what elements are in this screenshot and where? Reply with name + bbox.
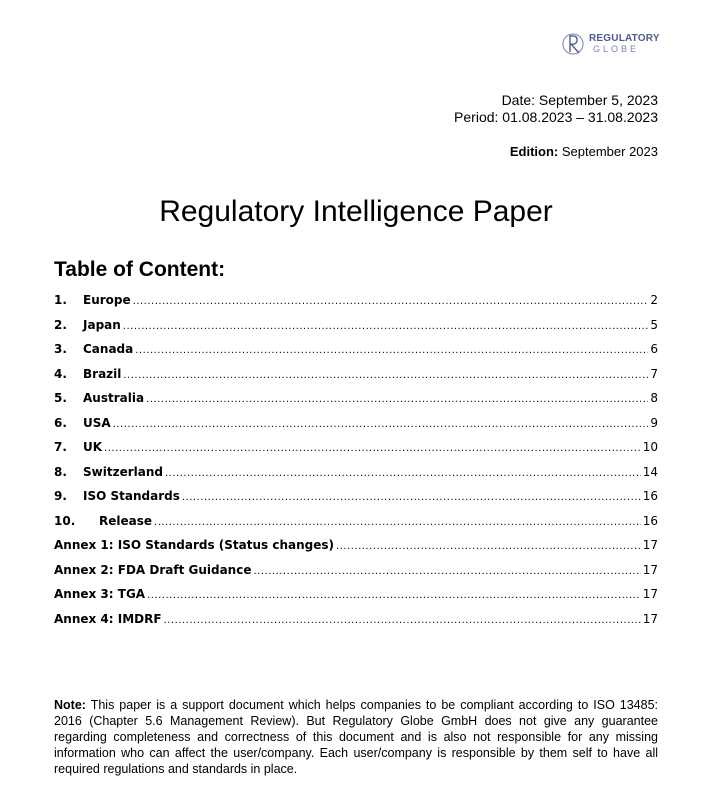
toc-entry-number: 4. [54,366,67,381]
toc-entry-page: 8 [650,391,658,406]
toc-leader-dots [123,318,649,332]
globe-logo-icon [561,30,587,58]
toc-entry-page: 2 [650,293,658,308]
toc-entry[interactable] [54,288,658,313]
toc-entry-page: 17 [642,611,658,626]
toc-entry-number: 7. [54,440,67,455]
toc-entry-label: Brazil [83,366,122,381]
toc-entry-page: 9 [650,415,658,430]
toc-leader-dots [182,489,641,503]
toc-entry-label: USA [83,415,111,430]
toc-entry-annex[interactable] [54,558,658,583]
toc-entry[interactable] [54,313,658,338]
toc-leader-dots [135,342,648,356]
document-date: Date: September 5, 2023 [501,92,658,108]
toc-entry-label: ISO Standards [83,489,180,504]
toc-entry[interactable] [54,362,658,387]
toc-entry-label: Annex 1: ISO Standards (Status changes) [54,538,334,553]
toc-entry-label: UK [83,440,103,455]
toc-entry-page: 16 [642,513,658,528]
toc-entry-page: 17 [642,587,658,602]
toc-leader-dots [147,587,641,601]
note-label: Note: [54,698,86,712]
toc-heading: Table of Content: [54,258,226,281]
edition-value: September 2023 [558,144,658,159]
toc-leader-dots [123,367,648,381]
toc-leader-dots [113,416,649,430]
toc-leader-dots [133,293,649,307]
toc-entry-page: 14 [642,464,658,479]
toc-entry[interactable] [54,509,658,534]
document-period: Period: 01.08.2023 – 31.08.2023 [454,109,658,125]
toc-entry-label: Canada [83,342,134,357]
toc-entry-number: 5. [54,391,67,406]
page-title: Regulatory Intelligence Paper [159,195,553,228]
toc-leader-dots [336,538,641,552]
toc-entry-label: Annex 2: FDA Draft Guidance [54,562,252,577]
toc-entry-number: 9. [54,489,67,504]
note-text: This paper is a support document which helps companies to be compliant according to ISO 13485: 2016 (Chapter 5.6 Management Review). But Regulatory Globe GmbH does not give any guarantee regarding completeness and correctness of this document and is also not responsible for any missing information who can affect the user/company. Each user/company is responsible by them self to have all required regulations and standards in place. [54,698,658,776]
toc-entry-label: Europe [83,293,131,308]
toc-entry-number: 10. [54,513,76,528]
toc-entry-page: 10 [642,440,658,455]
toc-leader-dots [164,612,641,626]
toc-entry-page: 17 [642,538,658,553]
toc-leader-dots [154,514,641,528]
disclaimer-note [54,697,658,777]
toc-entry-annex[interactable] [54,582,658,607]
toc-entry-number: 6. [54,415,67,430]
toc-entry[interactable] [54,435,658,460]
toc-entry-number: 8. [54,464,67,479]
toc-entry-label: Switzerland [83,464,163,479]
toc-entry-label: Annex 4: IMDRF [54,611,162,626]
toc-entry-page: 17 [642,562,658,577]
toc-leader-dots [104,440,641,454]
toc-entry-number: 1. [54,293,67,308]
table-of-contents [54,288,658,631]
toc-entry-annex[interactable] [54,533,658,558]
toc-entry-label: Japan [83,317,121,332]
toc-entry-label: Release [99,513,153,528]
regulatory-globe-logo [561,30,660,58]
toc-entry-page: 5 [650,317,658,332]
toc-entry-page: 7 [650,366,658,381]
toc-leader-dots [165,465,641,479]
logo-text-line2: GLOBE [593,44,640,54]
toc-entry[interactable] [54,460,658,485]
toc-entry-label: Australia [83,391,145,406]
toc-entry-annex[interactable] [54,607,658,632]
toc-leader-dots [146,391,648,405]
toc-entry-label: Annex 3: TGA [54,587,146,602]
toc-entry[interactable] [54,386,658,411]
toc-entry-number: 2. [54,317,67,332]
logo-text-line1: REGULATORY [589,33,660,44]
document-edition [510,143,658,160]
toc-entry-page: 16 [642,489,658,504]
toc-entry[interactable] [54,484,658,509]
edition-label: Edition: [509,144,559,159]
toc-entry-number: 3. [54,342,67,357]
toc-entry-page: 6 [650,342,658,357]
toc-leader-dots [253,563,640,577]
toc-entry[interactable] [54,411,658,436]
toc-entry[interactable] [54,337,658,362]
